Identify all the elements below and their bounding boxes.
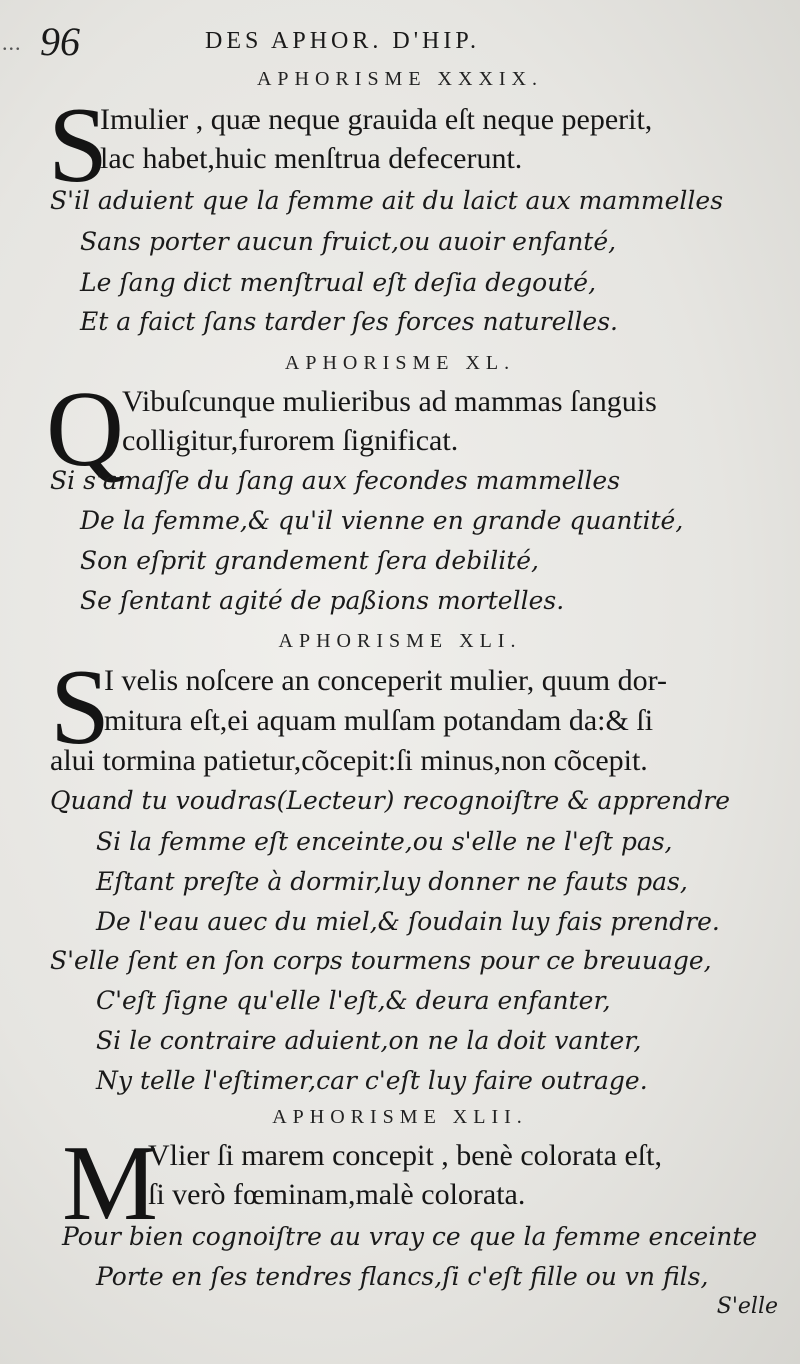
drop-cap: Q <box>46 370 124 489</box>
verse-line: Si la femme eſt enceinte,ou s'elle ne l'eſt pas, <box>96 827 673 856</box>
verse-line: De la femme,& qu'il vienne en grande quantité, <box>80 506 684 535</box>
page-number: 96 <box>40 19 80 64</box>
verse-line: Son eſprit grandement ſera debilité, <box>80 546 539 575</box>
latin-line: ſi verò fœminam,malè colorata. <box>148 1178 526 1211</box>
verse-line: Se ſentant agité de paßions mortelles. <box>80 586 565 615</box>
drop-cap: S <box>50 648 111 767</box>
verse-line: Si s'amaſſe du ſang aux fecondes mammelles <box>50 466 621 495</box>
verse-line: Quand tu voudras(Lecteur) recognoiſtre & apprendre <box>50 786 731 815</box>
verse-line: Eſtant preſte à dormir,luy donner ne fauts pas, <box>96 867 688 896</box>
aphorism-heading: APHORISME XLII. <box>272 1106 528 1128</box>
verse-line: Porte en ſes tendres flancs,ſi c'eſt fille ou vn fils, <box>96 1262 709 1291</box>
verse-line: Pour bien cognoiſtre au vray ce que la femme enceinte <box>62 1222 758 1251</box>
latin-line: lac habet,huic menſtrua defecerunt. <box>100 142 523 175</box>
aphorism-heading: APHORISME XXXIX. <box>256 68 543 90</box>
verse-line: Le ſang dict menſtrual eſt deſia degouté, <box>80 268 597 297</box>
verse-line: S'il aduient que la femme ait du laict aux mammelles <box>50 186 724 215</box>
drop-cap: S <box>48 86 109 205</box>
verse-line: Ny telle l'eſtimer,car c'eſt luy faire outrage. <box>96 1066 648 1095</box>
drop-cap: M <box>62 1124 159 1243</box>
running-head: DES APHOR. D'HIP. <box>205 28 481 54</box>
aphorism-heading: APHORISME XLI. <box>278 630 522 652</box>
latin-line: Vibuſcunque mulieribus ad mammas ſanguis <box>122 385 657 418</box>
catchword: S'elle <box>716 1294 778 1319</box>
aphorism-heading: APHORISME XL. <box>284 352 516 374</box>
latin-line: colligitur,furorem ſignificat. <box>122 424 459 457</box>
latin-line: Imulier , quæ neque grauida eſt neque peperit, <box>100 103 653 136</box>
verse-line: Sans porter aucun fruict,ou auoir enfanté, <box>80 227 617 256</box>
verse-line: S'elle ſent en ſon corps tourmens pour ce breuuage, <box>50 946 712 975</box>
latin-line: Vlier ſi marem concepit , benè colorata eſt, <box>148 1139 662 1172</box>
latin-line: alui tormina patietur,cõcepit:ſi minus,non cõcepit. <box>50 744 648 777</box>
verse-line: Et a faict ſans tarder ſes forces naturelles. <box>80 307 618 336</box>
latin-line: I velis noſcere an conceperit mulier, quum dor- <box>104 664 667 697</box>
verse-line: De l'eau auec du miel,& ſoudain luy fais prendre. <box>96 907 720 936</box>
verse-line: Si le contraire aduient,on ne la doit vanter, <box>96 1026 642 1055</box>
edge-marks: ... <box>2 30 22 55</box>
verse-line: C'eſt ſigne qu'elle l'eſt,& deura enfanter, <box>96 986 611 1015</box>
latin-line: mitura eſt,ei aquam mulſam potandam da:& ſi <box>104 704 654 737</box>
